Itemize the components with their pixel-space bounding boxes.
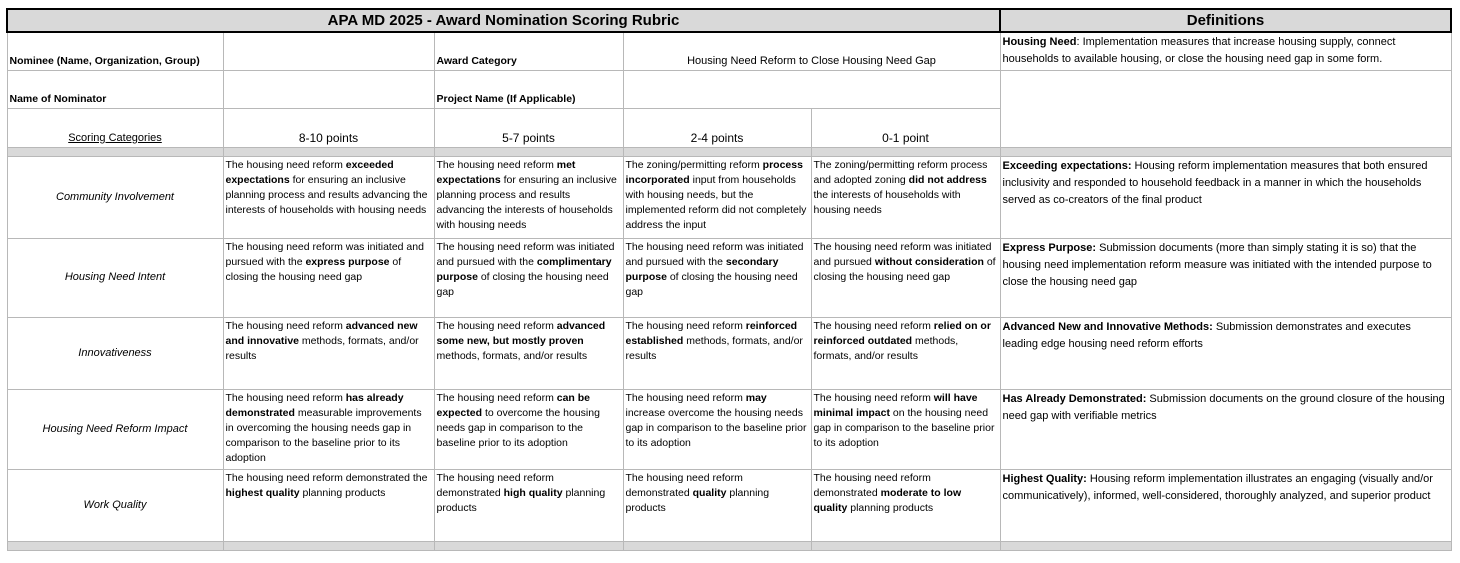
definitions-blank-cell[interactable] bbox=[1000, 70, 1451, 147]
category-housing-need-intent[interactable]: Housing Need Intent bbox=[7, 238, 223, 317]
criteria-cell[interactable]: The housing need reform will have minimal impact on the housing need gap in comparison to the baseline prior to its adoption bbox=[811, 389, 1000, 469]
rubric-title[interactable]: APA MD 2025 - Award Nomination Scoring Rubric bbox=[7, 9, 1000, 32]
criteria-cell[interactable]: The housing need reform was initiated and pursued with the secondary purpose of closing the housing need gap bbox=[623, 238, 811, 317]
category-innovativeness[interactable]: Innovativeness bbox=[7, 317, 223, 389]
table-row bbox=[7, 389, 1451, 469]
housing-need-text: : Implementation measures that increase housing supply, connect households to available housing, or close the housing need gap in some form. bbox=[1002, 36, 1396, 65]
table-row bbox=[7, 317, 1451, 389]
table-row bbox=[7, 238, 1451, 317]
criteria-cell[interactable]: The housing need reform demonstrated moderate to low quality planning products bbox=[811, 469, 1000, 541]
score-range-0-1[interactable]: 0-1 point bbox=[811, 108, 1000, 147]
definition-cell[interactable]: Has Already Demonstrated: Submission documents on the ground closure of the housing need gap with verifiable metrics bbox=[1000, 389, 1451, 469]
score-range-8-10[interactable]: 8-10 points bbox=[223, 108, 434, 147]
housing-need-definition[interactable] bbox=[1000, 32, 1451, 70]
criteria-cell[interactable]: The housing need reform was initiated and pursued with the express purpose of closing the housing need gap bbox=[223, 238, 434, 317]
score-range-2-4[interactable]: 2-4 points bbox=[623, 108, 811, 147]
scoring-categories-label[interactable]: Scoring Categories bbox=[7, 108, 223, 147]
definition-cell[interactable]: Exceeding expectations: Housing reform implementation measures that both ensured inclusivity and responded to household feedback in a manner in which the households served as co-creators of the final product bbox=[1000, 156, 1451, 238]
definition-cell[interactable]: Highest Quality: Housing reform implementation illustrates an engaging (visually and/or communicatively), informed, well-considered, thoroughly analyzed, and superior product bbox=[1000, 469, 1451, 541]
criteria-cell[interactable]: The housing need reform demonstrated the highest quality planning products bbox=[223, 469, 434, 541]
criteria-cell[interactable]: The housing need reform may increase overcome the housing needs gap in comparison to the baseline prior to its adoption bbox=[623, 389, 811, 469]
criteria-cell[interactable]: The zoning/permitting reform process incorporated input from households with housing needs, but the implemented reform did not completely address the input bbox=[623, 156, 811, 238]
criteria-cell[interactable]: The housing need reform exceeded expectations for ensuring an inclusive planning process and results advancing the interests of households with housing needs bbox=[223, 156, 434, 238]
nominee-label[interactable]: Nominee (Name, Organization, Group) bbox=[7, 32, 223, 70]
definition-cell[interactable]: Advanced New and Innovative Methods: Submission demonstrates and executes leading edge housing need reform efforts bbox=[1000, 317, 1451, 389]
rubric-table bbox=[6, 8, 1452, 551]
criteria-cell[interactable]: The housing need reform met expectations for ensuring an inclusive planning process and results advancing the interests of households with housing needs bbox=[434, 156, 623, 238]
table-row bbox=[7, 469, 1451, 541]
criteria-cell[interactable]: The housing need reform was initiated and pursued with the complimentary purpose of closing the housing need gap bbox=[434, 238, 623, 317]
criteria-cell[interactable]: The housing need reform demonstrated quality planning products bbox=[623, 469, 811, 541]
definition-cell[interactable]: Express Purpose: Submission documents (more than simply stating it is so) that the housing need implementation reform measure was initiated with the intended purpose to close the housing need gap bbox=[1000, 238, 1451, 317]
criteria-cell[interactable]: The housing need reform advanced some new, but mostly proven methods, formats, and/or results bbox=[434, 317, 623, 389]
nominator-label[interactable]: Name of Nominator bbox=[7, 70, 223, 108]
criteria-cell[interactable]: The housing need reform reinforced established methods, formats, and/or results bbox=[623, 317, 811, 389]
award-category-label[interactable]: Award Category bbox=[434, 32, 623, 70]
category-housing-need-reform-impact[interactable]: Housing Need Reform Impact bbox=[7, 389, 223, 469]
score-range-5-7[interactable]: 5-7 points bbox=[434, 108, 623, 147]
definitions-header[interactable]: Definitions bbox=[1000, 9, 1451, 32]
separator-row bbox=[7, 147, 1451, 156]
criteria-cell[interactable]: The housing need reform was initiated and pursued without consideration of closing the housing need gap bbox=[811, 238, 1000, 317]
criteria-cell[interactable]: The housing need reform can be expected to overcome the housing needs gap in comparison to the baseline prior to its adoption bbox=[434, 389, 623, 469]
award-category-value[interactable]: Housing Need Reform to Close Housing Need Gap bbox=[623, 32, 1000, 70]
project-name-label[interactable]: Project Name (If Applicable) bbox=[434, 70, 623, 108]
criteria-cell[interactable]: The housing need reform advanced new and innovative methods, formats, and/or results bbox=[223, 317, 434, 389]
nominee-value-cell[interactable] bbox=[223, 32, 434, 70]
table-row bbox=[7, 156, 1451, 238]
criteria-cell[interactable]: The zoning/permitting reform process and adopted zoning did not address the interests of households with housing needs bbox=[811, 156, 1000, 238]
nominator-value-cell[interactable] bbox=[223, 70, 434, 108]
criteria-cell[interactable]: The housing need reform demonstrated high quality planning products bbox=[434, 469, 623, 541]
category-community-involvement[interactable]: Community Involvement bbox=[7, 156, 223, 238]
separator-row bbox=[7, 541, 1451, 550]
criteria-cell[interactable]: The housing need reform has already demonstrated measurable improvements in overcoming the housing needs gap in comparison to the baseline prior to its adoption bbox=[223, 389, 434, 469]
project-name-value-cell[interactable] bbox=[623, 70, 1000, 108]
housing-need-term: Housing Need bbox=[1002, 36, 1077, 48]
category-work-quality[interactable]: Work Quality bbox=[7, 469, 223, 541]
criteria-cell[interactable]: The housing need reform relied on or reinforced outdated methods, formats, and/or results bbox=[811, 317, 1000, 389]
rubric-sheet bbox=[6, 8, 1452, 551]
